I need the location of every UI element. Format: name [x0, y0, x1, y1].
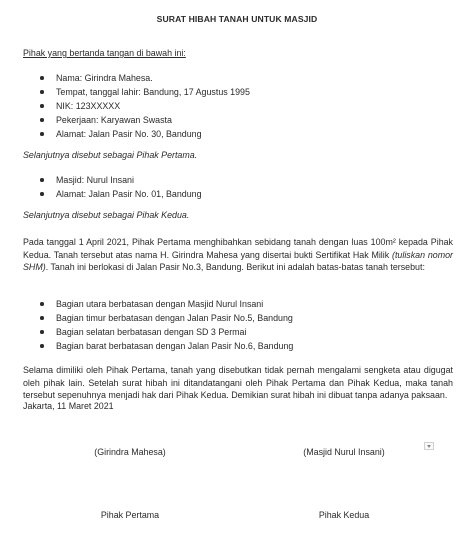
boundary-list: [0, 297, 474, 353]
signature-role-left: Pihak Pertama: [100, 510, 160, 520]
list-item: Alamat: Jalan Pasir No. 01, Bandung: [0, 187, 474, 201]
list-item: Tempat, tanggal lahir: Bandung, 17 Agustus 1995: [0, 85, 474, 99]
place-date: Jakarta, 11 Maret 2021: [23, 401, 114, 411]
list-item: NIK: 123XXXXX: [0, 99, 474, 113]
parties-heading: Pihak yang bertanda tangan di bawah ini:: [23, 48, 186, 58]
list-item: Bagian barat berbatasan dengan Jalan Pasir No.6, Bandung: [0, 339, 474, 353]
pihak-kedua-note: Selanjutnya disebut sebagai Pihak Kedua.: [23, 210, 190, 220]
hibah-text-1: Pada tanggal 1 April 2021, Pihak Pertama menghibahkan sebidang tanah dengan luas 100m² kepada Pihak Kedua. Tanah tersebut atas nama H. Girindra Mahesa yang disertai bukti Sertifikat Hak Milik: [23, 237, 453, 260]
statement-paragraph: Selama dimiliki oleh Pihak Pertama, tanah yang disebutkan tidak pernah mengalami sengketa atau digugat oleh pihak lain. Setelah surat hibah ini ditandatangani oleh Pihak Pertama dan Pihak Kedua, maka tanah tersebut sepenuhnya menjadi hak dari Pihak Kedua. Demikian surat hibah ini dibuat tanpa adanya paksaan.: [23, 365, 453, 401]
pihak-pertama-note: Selanjutnya disebut sebagai Pihak Pertama.: [23, 150, 198, 160]
list-item: Nama: Girindra Mahesa.: [0, 71, 474, 85]
list-item: Bagian selatan berbatasan dengan SD 3 Permai: [0, 325, 474, 339]
shm-placeholder: (tuliskan nomor SHM): [23, 249, 453, 273]
signature-role-right: Pihak Kedua: [318, 510, 370, 520]
hibah-text-2: . Tanah ini berlokasi di Jalan Pasir No.3, Bandung. Berikut ini adalah batas-batas tanah tersebut:: [45, 262, 425, 273]
list-item: Masjid: Nurul Insani: [0, 173, 474, 187]
list-item: Bagian timur berbatasan dengan Jalan Pasir No.5, Bandung: [0, 311, 474, 325]
signature-name-right: (Masjid Nurul Insani): [303, 447, 385, 457]
hibah-paragraph: [23, 236, 453, 274]
pihak-pertama-list: [0, 71, 474, 141]
document-title: SURAT HIBAH TANAH UNTUK MASJID: [156, 14, 318, 24]
signature-name-left: (Girindra Mahesa): [94, 447, 166, 457]
list-item: Bagian utara berbatasan dengan Masjid Nurul Insani: [0, 297, 474, 311]
list-item: Alamat: Jalan Pasir No. 30, Bandung: [0, 127, 474, 141]
pihak-kedua-list: [0, 173, 474, 201]
list-item: Pekerjaan: Karyawan Swasta: [0, 113, 474, 127]
chevron-down-icon[interactable]: [424, 442, 434, 450]
